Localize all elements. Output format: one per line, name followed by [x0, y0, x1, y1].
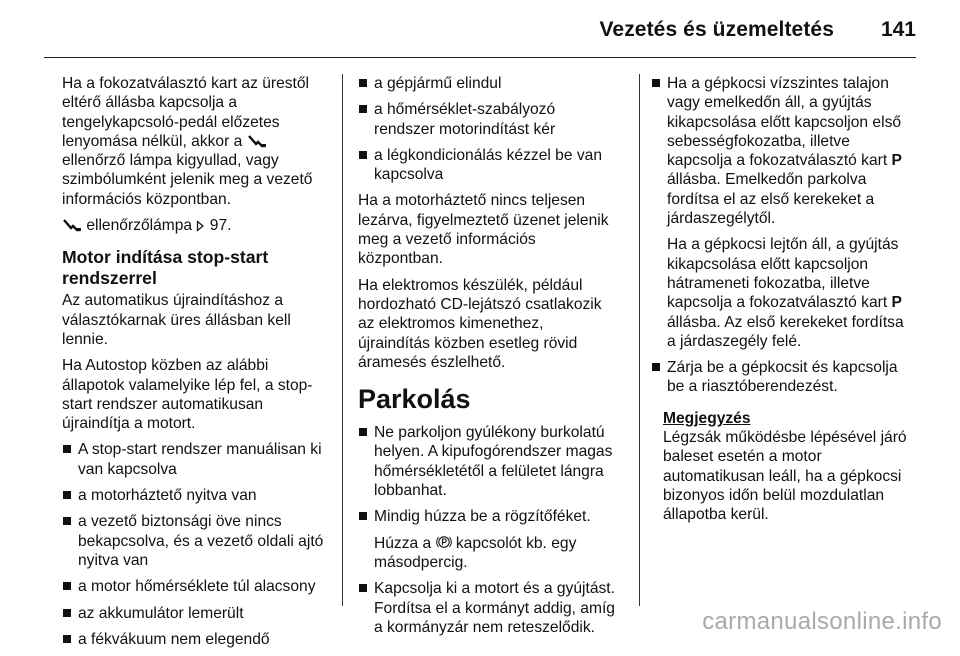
- paragraph: Az automatikus újraindításhoz a választókarnak üres állásban kell lennie.: [62, 292, 291, 348]
- chapter-heading: Parkolás: [358, 384, 471, 415]
- bullet-icon: [63, 491, 71, 499]
- page-number: 141: [880, 18, 916, 41]
- gear-position-p: P: [891, 294, 902, 312]
- header-divider: [44, 57, 916, 58]
- column-2: [358, 74, 626, 644]
- list-item: a fékvákuum nem elegendő: [62, 630, 328, 649]
- bullet-icon: [359, 428, 367, 436]
- column-3: [651, 74, 919, 525]
- list-item: a vezető biztonsági öve nincs bekapcsolva, és a vezető oldali ajtó nyitva van: [62, 512, 328, 570]
- list-item: Mindig húzza be a rögzítőféket.: [358, 507, 626, 526]
- section-heading: Motor indítása stop-start rendszerrel: [62, 247, 269, 289]
- list-item: a gépjármű elindul: [358, 74, 626, 93]
- list-item: a hőmérséklet-szabályozó rendszer motorindítást kér: [358, 100, 626, 139]
- bullet-icon: [359, 584, 367, 592]
- bullet-icon: [359, 79, 367, 87]
- paragraph: Ha Autostop közben az alábbi állapotok valamelyike lép fel, a stop- start rendszer automatikusan újraindítja a motort.: [62, 357, 313, 433]
- note-box: Megjegyzés Légzsák működésbe lépésével járó baleset esetén a motor automatikusan leáll, ha a gépkocsi bizonyos időn belül mozdulatlan állapotba kerül.: [651, 409, 919, 525]
- list-item: az akkumulátor lemerült: [62, 604, 328, 623]
- note-heading: Megjegyzés: [663, 409, 751, 427]
- bullet-icon: [359, 151, 367, 159]
- list-item: Kapcsolja ki a motort és a gyújtást. Fordítsa el a kormányt addig, amíg a kormányzár nem reteszelődik.: [358, 579, 626, 637]
- bullet-icon: [652, 363, 660, 371]
- list-item: a légkondicionálás kézzel be van kapcsolva: [358, 146, 626, 185]
- bullet-icon: [63, 517, 71, 525]
- paragraph: ellenőrzőlámpa 97.: [62, 216, 328, 235]
- paragraph: Ha a motorháztető nincs teljesen lezárva, figyelmeztető üzenet jelenik meg a vezető információs központban.: [358, 192, 609, 268]
- list-item-continuation: Húzza a kapcsolót kb. egy másodpercig.: [374, 534, 577, 571]
- column-1: [62, 74, 328, 656]
- paragraph: Ha elektromos készülék, például hordozható CD-lejátszó csatlakozik az elektromos kimenethez, újraindítás közben esetleg rövid áramesés észlelhető.: [358, 276, 602, 371]
- parking-brake-icon: [436, 534, 452, 550]
- clutch-warning-icon: [62, 218, 82, 232]
- header-title: Vezetés és üzemeltetés: [599, 18, 834, 41]
- clutch-warning-icon: [247, 134, 267, 148]
- list-item: a motor hőmérséklete túl alacsony: [62, 577, 328, 596]
- list-item-continuation: Ha a gépkocsi lejtőn áll, a gyújtás kikapcsolása előtt kapcsoljon hátrameneti fokozatba, illetve kapcsolja a fokozatválasztó kart P állásba. Az első kerekeket fordítsa a járdaszegély felé.: [667, 236, 904, 350]
- bullet-icon: [63, 609, 71, 617]
- list-item: Ne parkoljon gyúlékony burkolatú helyen. A kipufogórendszer magas hőmérsékletétől a felületet lángra lobbanhat.: [358, 423, 626, 500]
- list-item: A stop-start rendszer manuálisan ki van kapcsolva: [62, 440, 328, 479]
- column-divider-2: [639, 74, 640, 606]
- bullet-icon: [652, 79, 660, 87]
- page-reference: 97.: [205, 217, 232, 235]
- bullet-icon: [63, 582, 71, 590]
- bullet-icon: [63, 445, 71, 453]
- bullet-icon: [359, 105, 367, 113]
- watermark: carmanualsonline.info: [702, 608, 942, 635]
- gear-position-p: P: [891, 152, 902, 170]
- paragraph: Ha a fokozatválasztó kart az ürestől eltérő állásba kapcsolja a tengelykapcsoló-pedál előzetes lenyomása nélkül, akkor a ellenőrző lámpa kigyullad, vagy szimbólumként jelenik meg a vezető információs központban.: [62, 75, 313, 208]
- list-item: Zárja be a gépkocsit és kapcsolja be a riasztóberendezést.: [651, 358, 919, 397]
- list-item: a motorháztető nyitva van: [62, 486, 328, 505]
- column-divider-1: [342, 74, 343, 606]
- bullet-icon: [359, 512, 367, 520]
- list-item: Ha a gépkocsi vízszintes talajon vagy emelkedőn áll, a gyújtás kikapcsolása előtt kapcsoljon első sebességfokozatba, illetve kapcsolja a fokozatválasztó kart P állásba. Emelkedőn parkolva fordítsa el az első kerekeket a járdaszegélytől.: [651, 74, 919, 228]
